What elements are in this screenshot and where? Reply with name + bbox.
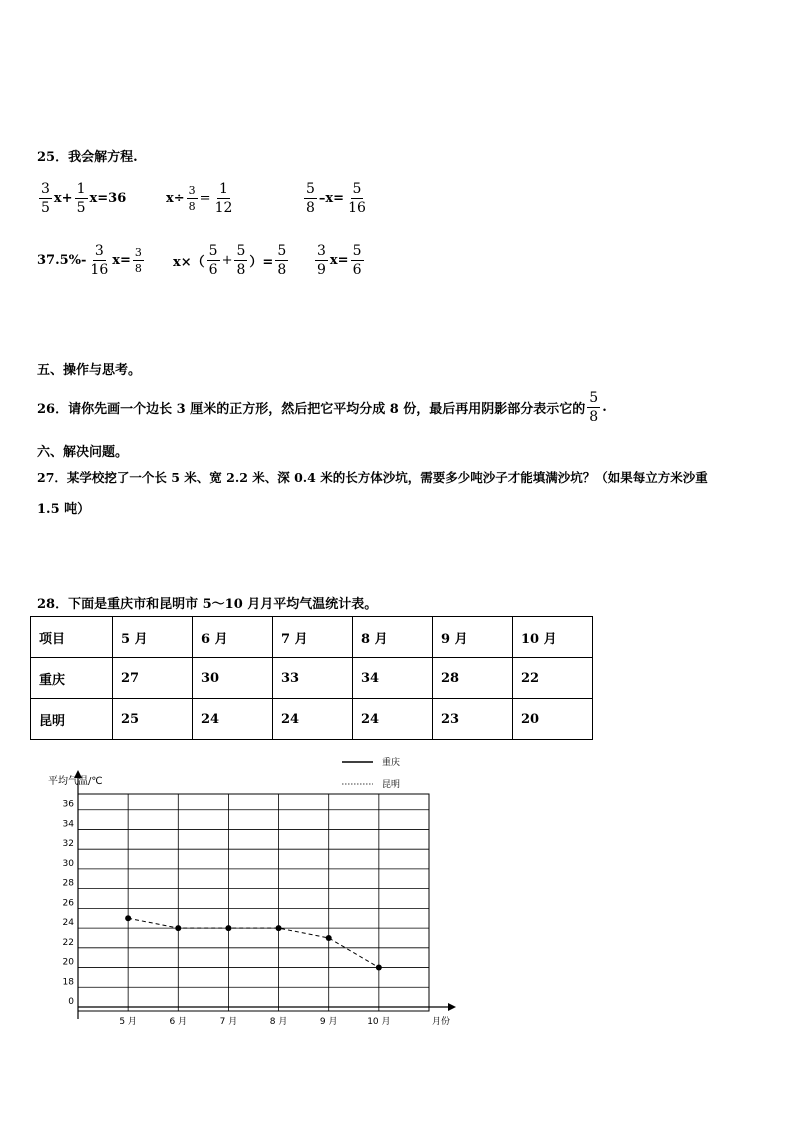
table-cell: 30 [193, 658, 273, 699]
table-cell: 9 月 [433, 617, 513, 658]
table-cell: 33 [273, 658, 353, 699]
table-cell: 重庆 [31, 658, 113, 699]
equation-4: 37.5%- $\frac{3}{16}$ x= $\frac{3}{8}$ [37, 243, 142, 278]
table-row [31, 699, 593, 740]
table-cell: 24 [353, 699, 433, 740]
fraction: $\frac{3}{9}$ [317, 243, 326, 278]
x-axis-arrow [448, 1003, 456, 1011]
chart-labels [48, 756, 450, 1027]
table-cell: 10 月 [513, 617, 593, 658]
fraction: $\frac{1}{5}$ [76, 181, 86, 216]
fraction: $\frac{5}{8}$ [589, 390, 599, 425]
x-tick-label: 7 月 [219, 1017, 238, 1027]
y-tick-label: 26 [62, 898, 74, 909]
q26: 26．请你先画一个边长 3 厘米的正方形，然后把它平均分成 8 份，最后再用阴影部分表示它的 $\frac{5}{8}$ . [37, 390, 607, 425]
section-6-heading: 六、解决问题。 [37, 445, 129, 460]
table-cell: 25 [113, 699, 193, 740]
y-tick-label: 32 [62, 839, 74, 850]
fraction: $\frac{5}{8}$ [236, 243, 246, 278]
fraction: $\frac{1}{12}$ [214, 181, 233, 216]
fraction: $\frac{5}{6}$ [352, 243, 362, 278]
x-tick-label: 5 月 [119, 1017, 137, 1027]
y-tick-label: 24 [62, 918, 74, 929]
y-tick-label: 18 [62, 977, 74, 988]
table-cell: 8 月 [353, 617, 433, 658]
table-cell: 27 [113, 658, 193, 699]
data-point [225, 925, 231, 931]
fraction: $\frac{5}{8}$ [277, 243, 287, 278]
equation-3: $\frac{5}{8}$ –x= $\frac{5}{16}$ [306, 181, 366, 216]
x-tick-label: 9 月 [319, 1017, 338, 1027]
table-row [31, 658, 593, 699]
fraction: $\frac{5}{6}$ [208, 243, 218, 278]
table-cell: 24 [273, 699, 353, 740]
y-tick-label: 0 [68, 997, 74, 1007]
y-tick-label: 30 [62, 858, 74, 869]
equation-1: $\frac{3}{5}$ x+ $\frac{1}{5}$ x=36 [41, 181, 127, 216]
fraction: $\frac{5}{8}$ [306, 181, 315, 216]
table-cell: 23 [433, 699, 513, 740]
table-cell: 7 月 [273, 617, 353, 658]
data-point [326, 935, 332, 941]
data-point [125, 915, 131, 921]
x-axis-title: 月份 [432, 1017, 451, 1027]
data-point [376, 965, 382, 971]
table-cell: 24 [193, 699, 273, 740]
table-header-row [31, 617, 593, 658]
chart-grid [78, 794, 429, 1011]
fraction: $\frac{3}{5}$ [41, 181, 50, 216]
q27-line-2: 1.5 吨） [37, 502, 91, 517]
table-cell: 28 [433, 658, 513, 699]
x-tick-label: 8 月 [269, 1017, 288, 1027]
plot-frame [78, 794, 429, 1011]
legend-label: 昆明 [382, 780, 401, 790]
equation-5: x×（ $\frac{5}{6}$ + $\frac{5}{8}$ ）= $\frac{5}{8}$ [173, 243, 287, 278]
table-cell: 昆明 [31, 699, 113, 740]
fraction: $\frac{3}{16}$ [90, 243, 109, 278]
q27-line-1: 27．某学校挖了一个长 5 米、宽 2.2 米、深 0.4 米的长方体沙坑，需要多少吨沙子才能填满沙坑？（如果每立方米沙重 [37, 470, 708, 485]
chart-series [125, 915, 382, 970]
fraction: $\frac{5}{16}$ [348, 181, 366, 216]
table-cell: 项目 [31, 617, 113, 658]
table-cell: 34 [353, 658, 433, 699]
y-tick-label: 28 [62, 878, 74, 889]
y-tick-label: 20 [62, 957, 74, 968]
y-tick-label: 34 [62, 819, 74, 830]
equation-2: x÷ $\frac{3}{8}$ = $\frac{1}{12}$ [166, 181, 233, 216]
y-tick-label: 36 [62, 799, 74, 810]
section-5-heading: 五、操作与思考。 [37, 363, 142, 378]
data-point [276, 925, 282, 931]
q25-title: 25．我会解方程. [37, 150, 138, 165]
x-tick-label: 6 月 [169, 1017, 188, 1027]
temperature-line-chart [0, 740, 794, 1040]
series-line [128, 918, 379, 967]
temperature-table [30, 616, 593, 740]
y-tick-label: 22 [62, 937, 74, 948]
fraction: $\frac{3}{8}$ [188, 184, 196, 213]
table-cell: 22 [513, 658, 593, 699]
data-point [175, 925, 181, 931]
table-cell: 5 月 [113, 617, 193, 658]
table-cell: 20 [513, 699, 593, 740]
fraction: $\frac{3}{8}$ [134, 246, 142, 275]
table-cell: 6 月 [193, 617, 273, 658]
x-tick-label: 10 月 [367, 1017, 391, 1027]
equation-6: $\frac{3}{9}$ x= $\frac{5}{6}$ [317, 243, 362, 278]
y-axis-title: 平均气温/℃ [48, 776, 103, 787]
legend-label: 重庆 [382, 758, 401, 768]
chart-axes [74, 770, 456, 1019]
q28-title: 28．下面是重庆市和昆明市 5～10 月月平均气温统计表。 [37, 597, 378, 612]
